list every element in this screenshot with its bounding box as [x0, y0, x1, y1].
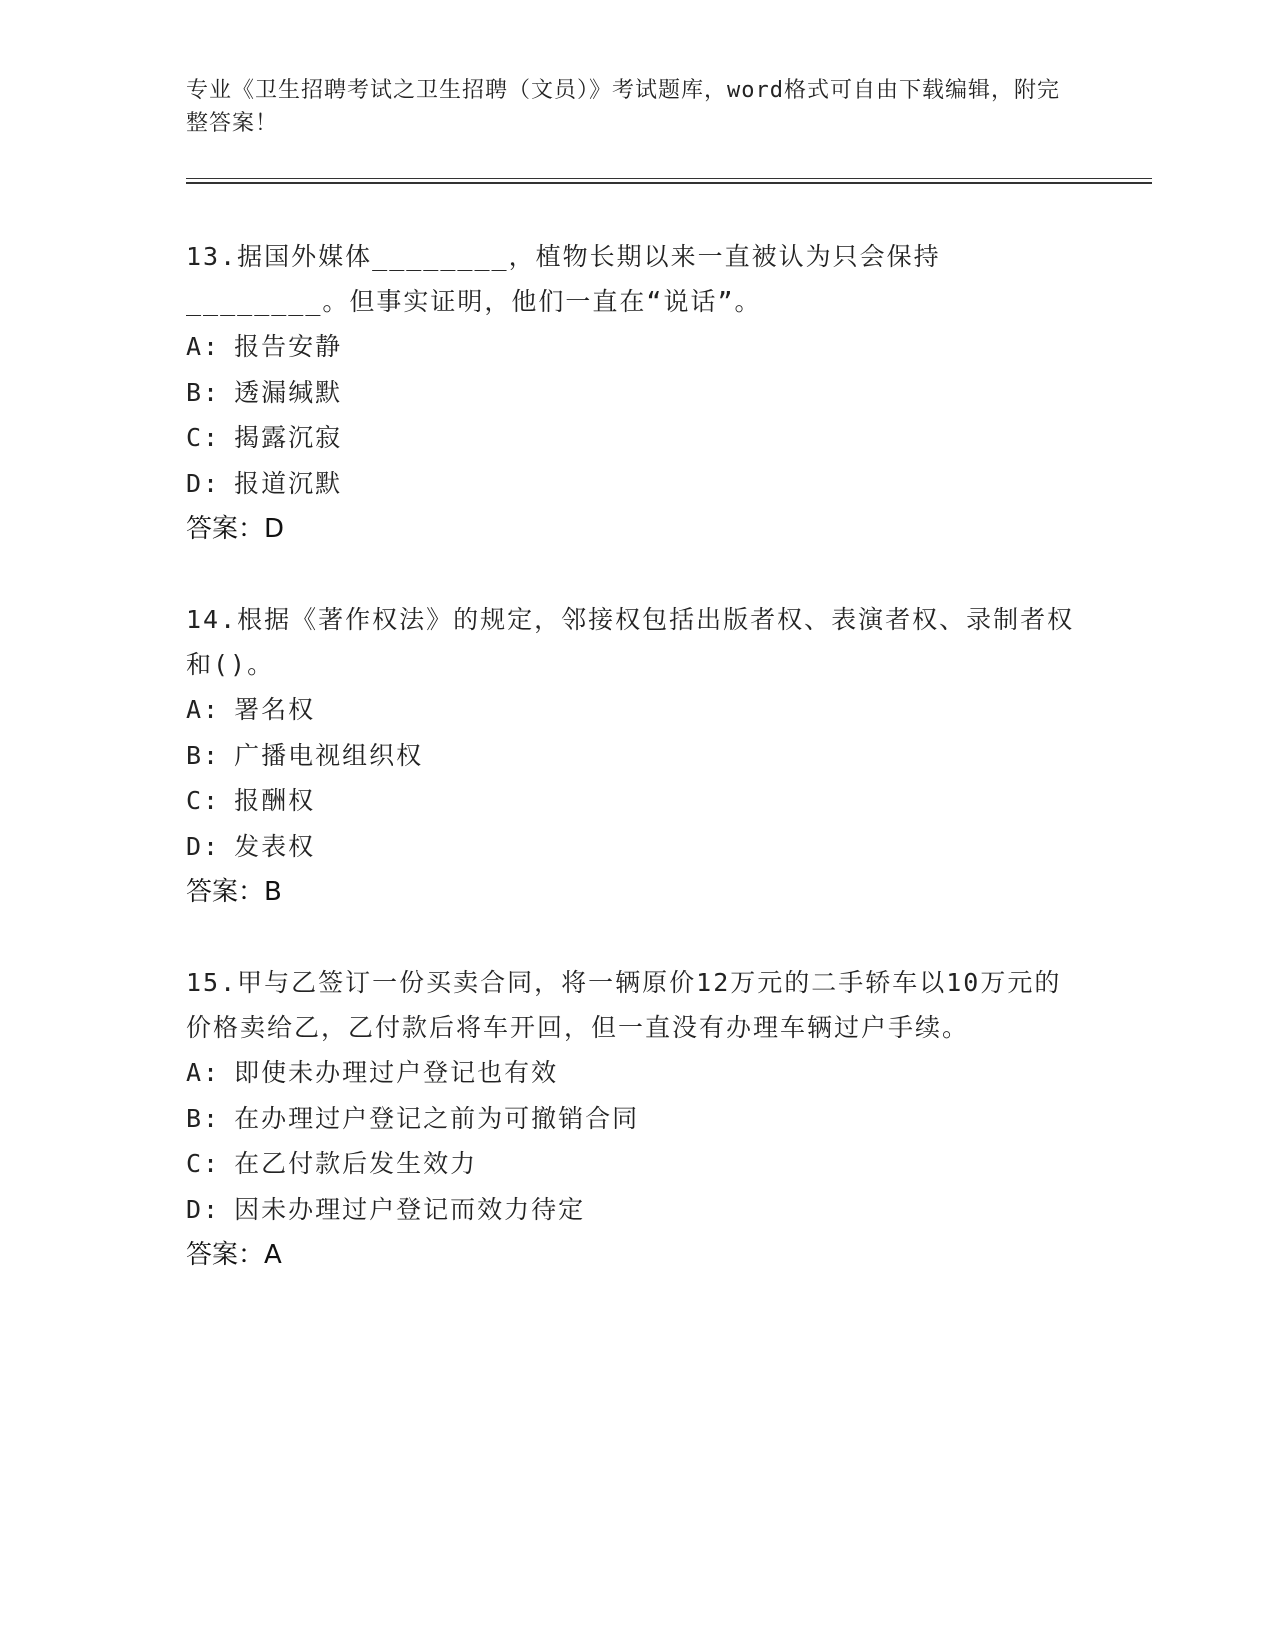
option-text: 发表权	[234, 831, 316, 861]
option-letter: B:	[186, 377, 221, 407]
document-header	[186, 74, 1066, 140]
option-text: 在乙付款后发生效力	[234, 1149, 478, 1178]
option-b	[186, 733, 1086, 779]
option-c	[186, 415, 1086, 461]
option-text: 报告安静	[234, 332, 343, 361]
option-text: 报酬权	[234, 786, 316, 815]
answer-line	[186, 869, 1086, 915]
answer-label: 答案：	[186, 877, 265, 907]
answer-line	[186, 1232, 1086, 1278]
question-text: 13.据国外媒体________，植物长期以来一直被认为只会保持________。但事实证明，他们一直在“说话”。	[186, 242, 941, 316]
option-letter: A:	[186, 695, 221, 724]
option-letter: A:	[186, 332, 221, 361]
question-13	[186, 234, 1086, 552]
option-letter: C:	[186, 1149, 221, 1178]
option-d	[186, 1187, 1086, 1233]
option-letter: A:	[186, 1058, 221, 1087]
header-intro: 专业《卫生招聘考试之卫生招聘（文员）》考试题库，word格式可自由下载编辑，附完整答案！	[186, 78, 1060, 136]
header-divider-bottom	[186, 182, 1152, 184]
question-text: 15.甲与乙签订一份买卖合同，将一辆原价12万元的二手轿车以10万元的价格卖给乙，乙付款后将车开回，但一直没有办理车辆过户手续。	[186, 968, 1062, 1042]
option-text: 揭露沉寂	[234, 423, 343, 452]
answer-label: 答案：	[186, 514, 265, 544]
question-text: 14.根据《著作权法》的规定，邻接权包括出版者权、表演者权、录制者权和()。	[186, 605, 1075, 679]
question-15	[186, 960, 1086, 1278]
option-b	[186, 1096, 1086, 1142]
option-text: 广播电视组织权	[234, 740, 424, 770]
option-letter: D:	[186, 831, 221, 861]
option-text: 在办理过户登记之前为可撤销合同	[234, 1103, 640, 1133]
option-letter: C:	[186, 423, 221, 452]
option-letter: C:	[186, 786, 221, 815]
answer-value: B	[264, 877, 282, 907]
question-14	[186, 597, 1086, 915]
option-a	[186, 1050, 1086, 1096]
option-text: 透漏缄默	[234, 377, 343, 407]
option-c	[186, 778, 1086, 824]
option-letter: B:	[186, 740, 221, 770]
option-c	[186, 1141, 1086, 1187]
option-text: 因未办理过户登记而效力待定	[234, 1194, 586, 1224]
answer-value: A	[264, 1240, 282, 1270]
option-text: 署名权	[234, 695, 316, 724]
option-d	[186, 824, 1086, 870]
answer-value: D	[264, 514, 285, 544]
option-text: 即使未办理过户登记也有效	[234, 1058, 559, 1087]
option-letter: D:	[186, 1194, 221, 1224]
header-divider-top	[186, 178, 1152, 179]
option-d	[186, 461, 1086, 507]
option-a	[186, 687, 1086, 733]
option-a	[186, 324, 1086, 370]
option-letter: D:	[186, 468, 221, 498]
answer-label: 答案：	[186, 1240, 265, 1270]
option-text: 报道沉默	[234, 468, 343, 498]
option-b	[186, 370, 1086, 416]
answer-line	[186, 506, 1086, 552]
option-letter: B:	[186, 1103, 221, 1133]
